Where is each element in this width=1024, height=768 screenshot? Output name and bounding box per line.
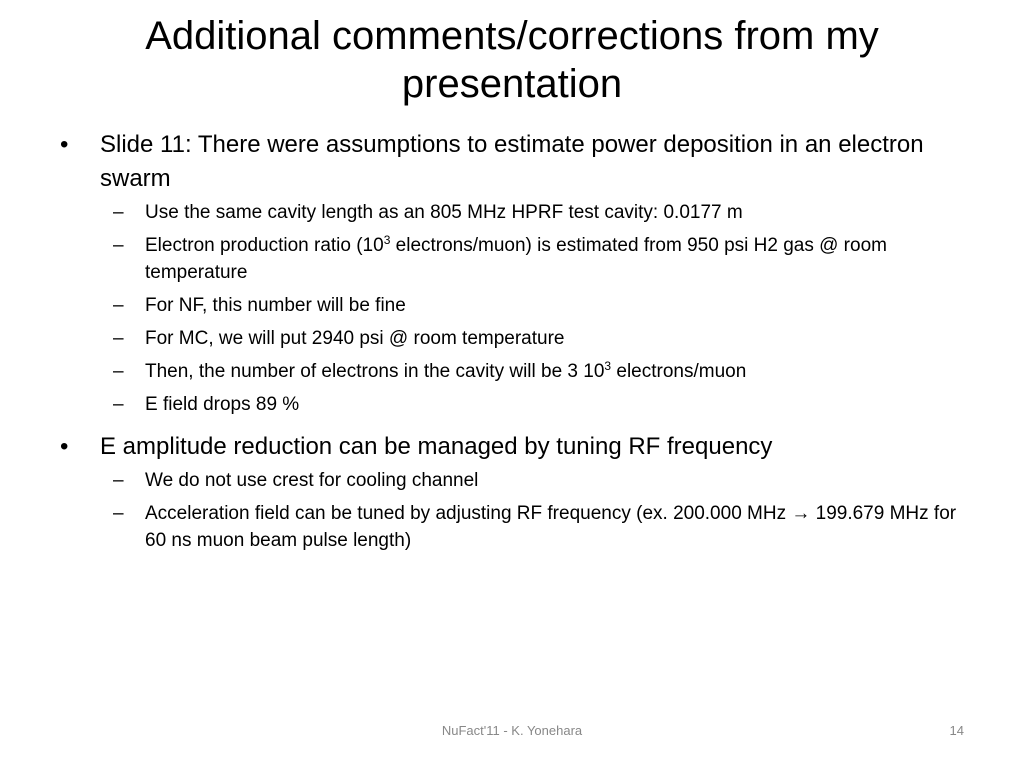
bullet-text: Slide 11: There were assumptions to estimate power deposition in an electron swarm: [100, 131, 924, 192]
sub-bullet-text: For MC, we will put 2940 psi @ room temperature: [145, 328, 565, 349]
sub-bullet-item: [58, 391, 958, 418]
dash-marker: –: [113, 235, 124, 256]
sub-bullet-item: [58, 358, 958, 385]
footer-text: NuFact'11 - K. Yonehara: [441, 723, 583, 738]
sub-bullet-item: [58, 232, 958, 286]
sub-bullet-text: For NF, this number will be fine: [145, 295, 406, 316]
slide-title: Additional comments/corrections from my presentation: [145, 14, 879, 106]
sub-bullet-text: Acceleration field can be tuned by adjusting RF frequency (ex. 200.000 MHz → 199.679 MHz for 60 ns muon beam pulse length): [145, 503, 957, 551]
slide-content: [58, 128, 958, 560]
dash-marker: –: [113, 295, 124, 316]
sub-bullet-text: We do not use crest for cooling channel: [145, 470, 479, 491]
bullet-marker: •: [60, 433, 69, 460]
sub-bullet-text-part: Electron production ratio (10: [145, 235, 384, 256]
sub-bullet-item: [58, 199, 958, 226]
page-number: 14: [949, 723, 964, 738]
sub-bullet-text: Use the same cavity length as an 805 MHz HPRF test cavity: 0.0177 m: [145, 202, 743, 223]
dash-marker: –: [113, 394, 124, 415]
sub-bullet-text-part: electrons/muon: [611, 361, 747, 382]
superscript: 3: [383, 233, 391, 247]
dash-marker: –: [113, 470, 124, 491]
bullet-marker: •: [60, 131, 69, 158]
sub-bullet-text-part: electrons/muon) is estimated from 950 psi H2 gas @ room temperature: [145, 235, 887, 283]
bullet-item: [58, 430, 958, 464]
sub-bullet-item: [58, 292, 958, 319]
superscript: 3: [604, 359, 612, 373]
sub-bullet-text: E field drops 89 %: [145, 394, 300, 415]
sub-bullet-item: [58, 500, 958, 554]
sub-bullet-item: [58, 467, 958, 494]
sub-bullet-item: [58, 325, 958, 352]
bullet-text: E amplitude reduction can be managed by tuning RF frequency: [100, 433, 773, 460]
dash-marker: –: [113, 361, 124, 382]
sub-bullet-text-part: Then, the number of electrons in the cavity will be 3 10: [145, 361, 605, 382]
dash-marker: –: [113, 328, 124, 349]
dash-marker: –: [113, 503, 124, 524]
bullet-item: [58, 128, 958, 196]
dash-marker: –: [113, 202, 124, 223]
